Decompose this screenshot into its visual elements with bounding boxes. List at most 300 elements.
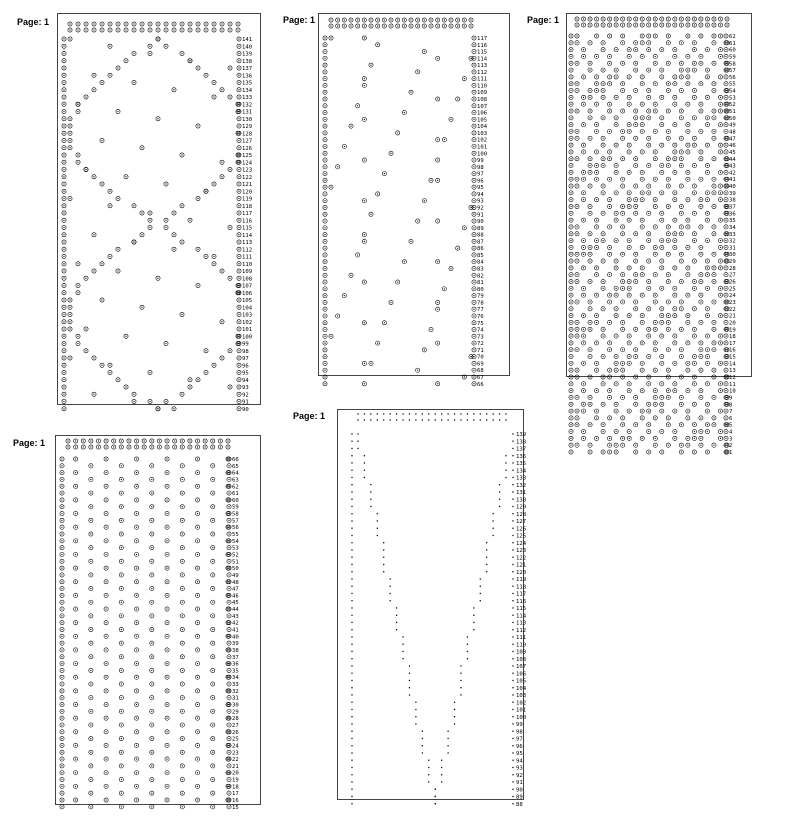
pattern-dot-center bbox=[629, 192, 630, 193]
pattern-dot-center bbox=[681, 376, 682, 377]
pattern-dot-center bbox=[694, 335, 695, 336]
pattern-dot bbox=[351, 738, 352, 739]
pattern-dot-center bbox=[642, 42, 643, 43]
pattern-dot-center bbox=[570, 431, 571, 432]
row-number: 83 bbox=[477, 266, 484, 273]
row-number: 16 bbox=[232, 798, 239, 804]
pattern-dot-center bbox=[417, 19, 418, 20]
pattern-dot-center bbox=[720, 145, 721, 146]
row-number: 120 bbox=[516, 569, 527, 576]
pattern-dot-center bbox=[725, 254, 726, 255]
pattern-dot-center bbox=[212, 779, 213, 780]
row-number: 10 bbox=[729, 388, 736, 395]
pattern-dot-center bbox=[197, 285, 198, 286]
pattern-dot-center bbox=[583, 411, 584, 412]
row-number: 12 bbox=[729, 375, 736, 381]
pattern-dot-center bbox=[141, 23, 142, 24]
row-number: 41 bbox=[232, 627, 239, 634]
row-number: 109 bbox=[242, 269, 253, 275]
pattern-dot bbox=[512, 448, 513, 449]
pattern-dot-center bbox=[661, 213, 662, 214]
pattern-dot-center bbox=[616, 213, 617, 214]
pattern-dot-center bbox=[635, 42, 636, 43]
pattern-dot-center bbox=[228, 465, 229, 466]
row-number: 49 bbox=[232, 572, 239, 579]
pattern-dot-center bbox=[228, 697, 229, 698]
row-number: 51 bbox=[232, 559, 239, 566]
pattern-dot-center bbox=[90, 629, 91, 630]
row-number: 52 bbox=[232, 552, 239, 559]
pattern-dot-center bbox=[635, 281, 636, 282]
pattern-dot-center bbox=[324, 370, 325, 371]
row-number: 15 bbox=[232, 804, 239, 811]
pattern-dot-center bbox=[589, 445, 590, 446]
pattern-dot-center bbox=[189, 446, 190, 447]
pattern-dot-center bbox=[713, 185, 714, 186]
pattern-dot-center bbox=[648, 117, 649, 118]
pattern-dot-center bbox=[661, 315, 662, 316]
pattern-dot-center bbox=[151, 446, 152, 447]
pattern-dot-center bbox=[75, 772, 76, 773]
pattern-dot bbox=[351, 433, 352, 434]
pattern-dot-center bbox=[384, 19, 385, 20]
pattern-dot bbox=[512, 767, 513, 768]
pattern-dot-center bbox=[337, 25, 338, 26]
pattern-dot-center bbox=[63, 220, 64, 221]
row-number: 50 bbox=[729, 115, 736, 122]
row-number: 56 bbox=[729, 74, 736, 81]
pattern-dot bbox=[480, 586, 481, 587]
pattern-dot-center bbox=[136, 704, 137, 705]
pattern-dot-center bbox=[61, 765, 62, 766]
pattern-dot bbox=[351, 694, 352, 695]
row-number: 60 bbox=[232, 497, 239, 504]
pattern-dot-center bbox=[589, 97, 590, 98]
pattern-dot-center bbox=[622, 226, 623, 227]
pattern-dot-center bbox=[700, 131, 701, 132]
pattern-dot-center bbox=[470, 356, 471, 357]
pattern-dot-center bbox=[725, 397, 726, 398]
row-number: 27 bbox=[232, 722, 239, 729]
pattern-dot-center bbox=[622, 110, 623, 111]
pattern-dot-center bbox=[707, 97, 708, 98]
pattern-dot-center bbox=[725, 329, 726, 330]
row-number: 27 bbox=[729, 272, 736, 279]
pattern-dot bbox=[357, 448, 358, 449]
pattern-dot-center bbox=[181, 314, 182, 315]
pattern-dot-center bbox=[173, 249, 174, 250]
pattern-dot-center bbox=[63, 104, 64, 105]
row-number: 96 bbox=[242, 363, 249, 370]
pattern-dot-center bbox=[182, 724, 183, 725]
pattern-dot-center bbox=[473, 65, 474, 66]
pattern-dot-center bbox=[370, 65, 371, 66]
pattern-dot-center bbox=[63, 169, 64, 170]
pattern-dot-center bbox=[238, 314, 239, 315]
pattern-dot-center bbox=[63, 147, 64, 148]
pattern-dot-center bbox=[228, 793, 229, 794]
pattern-dot bbox=[512, 745, 513, 746]
pattern-dot-center bbox=[324, 322, 325, 323]
pattern-dot-center bbox=[635, 117, 636, 118]
pattern-dot-center bbox=[181, 205, 182, 206]
pattern-dot-center bbox=[238, 169, 239, 170]
pattern-dot-center bbox=[77, 111, 78, 112]
row-number: 61 bbox=[729, 40, 736, 47]
pattern-dot-center bbox=[212, 806, 213, 807]
pattern-dot bbox=[364, 413, 365, 414]
row-number: 41 bbox=[729, 177, 736, 184]
row-number: 17 bbox=[729, 340, 736, 347]
pattern-dot-center bbox=[75, 622, 76, 623]
pattern-dot-center bbox=[166, 568, 167, 569]
pattern-dot bbox=[370, 499, 371, 500]
row-number: 21 bbox=[232, 763, 239, 770]
pattern-dot bbox=[377, 535, 378, 536]
row-number: 14 bbox=[729, 361, 736, 368]
pattern-dot-center bbox=[674, 411, 675, 412]
pattern-dot bbox=[435, 803, 436, 804]
pattern-dot-center bbox=[609, 131, 610, 132]
pattern-dot-center bbox=[121, 493, 122, 494]
pattern-dot-center bbox=[589, 18, 590, 19]
pattern-dot-center bbox=[583, 315, 584, 316]
pattern-dot-center bbox=[570, 254, 571, 255]
pattern-dot-center bbox=[344, 19, 345, 20]
pattern-dot bbox=[351, 499, 352, 500]
pattern-dot-center bbox=[668, 424, 669, 425]
row-number: 94 bbox=[477, 191, 484, 198]
pattern-dot-center bbox=[583, 247, 584, 248]
pattern-dot-center bbox=[642, 35, 643, 36]
pattern-dot bbox=[512, 520, 513, 521]
pattern-dot-center bbox=[141, 212, 142, 213]
pattern-dot-center bbox=[622, 370, 623, 371]
pattern-dot-center bbox=[238, 205, 239, 206]
pattern-dot bbox=[396, 419, 397, 420]
pattern-dot-center bbox=[720, 220, 721, 221]
pattern-dot-center bbox=[473, 132, 474, 133]
pattern-dot bbox=[415, 716, 416, 717]
pattern-dot bbox=[377, 528, 378, 529]
pattern-dot-center bbox=[576, 35, 577, 36]
pattern-dot-center bbox=[570, 151, 571, 152]
pattern-dot-center bbox=[105, 540, 106, 541]
pattern-dot-center bbox=[61, 479, 62, 480]
pattern-dot-center bbox=[364, 383, 365, 384]
pattern-dot-center bbox=[609, 417, 610, 418]
pattern-dot-center bbox=[570, 76, 571, 77]
pattern-dot bbox=[512, 687, 513, 688]
pattern-dot-center bbox=[687, 35, 688, 36]
pattern-dot-center bbox=[589, 70, 590, 71]
pattern-dot-center bbox=[473, 92, 474, 93]
pattern-dot-center bbox=[700, 295, 701, 296]
pattern-dot-center bbox=[63, 53, 64, 54]
pattern-dot-center bbox=[674, 247, 675, 248]
pattern-dot-center bbox=[635, 376, 636, 377]
pattern-dot-center bbox=[238, 162, 239, 163]
pattern-dot-center bbox=[229, 29, 230, 30]
pattern-dot bbox=[512, 542, 513, 543]
pattern-dot-center bbox=[668, 90, 669, 91]
pattern-dot-center bbox=[661, 145, 662, 146]
pattern-dot-center bbox=[700, 104, 701, 105]
row-number: 35 bbox=[729, 218, 736, 225]
pattern-dot-center bbox=[655, 329, 656, 330]
pattern-dot bbox=[441, 767, 442, 768]
pattern-dot-center bbox=[713, 445, 714, 446]
pattern-dot-center bbox=[609, 438, 610, 439]
pattern-dot-center bbox=[687, 145, 688, 146]
pattern-dot-center bbox=[473, 71, 474, 72]
pattern-dot-center bbox=[596, 322, 597, 323]
pattern-dot-center bbox=[90, 656, 91, 657]
pattern-dot-center bbox=[648, 145, 649, 146]
pattern-dot-center bbox=[570, 404, 571, 405]
pattern-dot-center bbox=[136, 608, 137, 609]
pattern-dot-center bbox=[681, 138, 682, 139]
pattern-dot-center bbox=[151, 574, 152, 575]
pattern-dot-center bbox=[596, 342, 597, 343]
row-number: 73 bbox=[477, 334, 484, 341]
pattern-dot-center bbox=[576, 90, 577, 91]
pattern-dot-center bbox=[589, 301, 590, 302]
pattern-dot-center bbox=[720, 56, 721, 57]
row-number: 56 bbox=[232, 525, 239, 532]
pattern-dot-center bbox=[165, 183, 166, 184]
pattern-dot-center bbox=[121, 656, 122, 657]
pattern-dot-center bbox=[324, 302, 325, 303]
pattern-dot bbox=[428, 774, 429, 775]
row-number: 67 bbox=[477, 375, 484, 381]
row-number: 17 bbox=[232, 791, 239, 798]
pattern-dot-center bbox=[602, 335, 603, 336]
pattern-dot-center bbox=[182, 520, 183, 521]
pattern-dot-center bbox=[61, 643, 62, 644]
pattern-dot-center bbox=[410, 241, 411, 242]
pattern-dot-center bbox=[424, 51, 425, 52]
pattern-dot-center bbox=[694, 185, 695, 186]
pattern-dot-center bbox=[128, 440, 129, 441]
pattern-dot-center bbox=[655, 24, 656, 25]
pattern-dot-center bbox=[473, 336, 474, 337]
pattern-dot bbox=[351, 462, 352, 463]
pattern-dot-center bbox=[570, 417, 571, 418]
pattern-dot-center bbox=[330, 37, 331, 38]
pattern-dot-center bbox=[707, 288, 708, 289]
pattern-dot-center bbox=[694, 308, 695, 309]
pattern-dot-center bbox=[681, 24, 682, 25]
pattern-dot-center bbox=[668, 329, 669, 330]
pattern-dot-center bbox=[674, 158, 675, 159]
pattern-dot-center bbox=[473, 376, 474, 377]
pattern-dot bbox=[383, 564, 384, 565]
pattern-dot-center bbox=[149, 220, 150, 221]
pattern-dot bbox=[364, 419, 365, 420]
pattern-dot-center bbox=[616, 76, 617, 77]
pattern-dot-center bbox=[687, 199, 688, 200]
pattern-dot-center bbox=[229, 67, 230, 68]
pattern-dot-center bbox=[583, 124, 584, 125]
pattern-dot-center bbox=[182, 574, 183, 575]
pattern-dot-center bbox=[228, 649, 229, 650]
pattern-dot-center bbox=[63, 401, 64, 402]
pattern-dot-center bbox=[589, 63, 590, 64]
pattern-dot-center bbox=[681, 70, 682, 71]
pattern-dot-center bbox=[121, 602, 122, 603]
pattern-dot-center bbox=[109, 372, 110, 373]
pattern-dot-center bbox=[661, 411, 662, 412]
pattern-dot-center bbox=[228, 718, 229, 719]
pattern-dot-center bbox=[197, 595, 198, 596]
pattern-dot-center bbox=[93, 89, 94, 90]
pattern-dot-center bbox=[713, 110, 714, 111]
pattern-dot-center bbox=[596, 220, 597, 221]
row-number: 100 bbox=[477, 151, 488, 158]
pattern-dot-center bbox=[570, 451, 571, 452]
pattern-dot bbox=[492, 528, 493, 529]
pattern-dot-center bbox=[642, 199, 643, 200]
row-number: 47 bbox=[729, 136, 736, 143]
pattern-dot-center bbox=[63, 249, 64, 250]
pattern-dot-center bbox=[655, 295, 656, 296]
pattern-dot bbox=[351, 716, 352, 717]
row-number: 68 bbox=[477, 368, 484, 375]
pattern-dot-center bbox=[136, 786, 137, 787]
pattern-dot-center bbox=[197, 704, 198, 705]
pattern-dot-center bbox=[725, 335, 726, 336]
pattern-dot bbox=[512, 477, 513, 478]
pattern-dot-center bbox=[228, 506, 229, 507]
pattern-dot-center bbox=[655, 404, 656, 405]
pattern-dot bbox=[370, 484, 371, 485]
pattern-dot-center bbox=[687, 104, 688, 105]
pattern-dot-center bbox=[410, 25, 411, 26]
pattern-dot-center bbox=[228, 656, 229, 657]
pattern-dot bbox=[351, 680, 352, 681]
row-number: 112 bbox=[477, 69, 488, 76]
pattern-dot-center bbox=[681, 349, 682, 350]
pattern-dot bbox=[512, 709, 513, 710]
pattern-dot-center bbox=[687, 76, 688, 77]
pattern-dot-center bbox=[589, 254, 590, 255]
pattern-dot-center bbox=[444, 25, 445, 26]
pattern-dot-center bbox=[151, 547, 152, 548]
pattern-dot-center bbox=[121, 806, 122, 807]
pattern-dot-center bbox=[63, 394, 64, 395]
pattern-dot-center bbox=[655, 199, 656, 200]
pattern-dot-center bbox=[238, 307, 239, 308]
pattern-dot-center bbox=[668, 35, 669, 36]
pattern-dot-center bbox=[668, 179, 669, 180]
pattern-dot-center bbox=[101, 365, 102, 366]
pattern-dot bbox=[351, 607, 352, 608]
row-number: 95 bbox=[516, 751, 523, 757]
pattern-dot-center bbox=[121, 588, 122, 589]
row-number: 92 bbox=[477, 205, 484, 212]
pattern-dot-center bbox=[350, 275, 351, 276]
pattern-dot-center bbox=[583, 192, 584, 193]
row-number: 58 bbox=[232, 511, 239, 518]
row-number: 98 bbox=[516, 729, 523, 736]
pattern-dot-center bbox=[629, 220, 630, 221]
pattern-dot-center bbox=[228, 493, 229, 494]
pattern-dot-center bbox=[635, 349, 636, 350]
pattern-dot-center bbox=[694, 117, 695, 118]
pattern-dot-center bbox=[687, 411, 688, 412]
row-number: 91 bbox=[516, 780, 523, 786]
pattern-dot-center bbox=[655, 104, 656, 105]
pattern-dot bbox=[447, 731, 448, 732]
pattern-dot-center bbox=[125, 176, 126, 177]
pattern-dot-center bbox=[166, 440, 167, 441]
pattern-dot-center bbox=[238, 89, 239, 90]
pattern-dot-center bbox=[61, 690, 62, 691]
pattern-dot-center bbox=[661, 247, 662, 248]
pattern-dot-center bbox=[622, 206, 623, 207]
row-number: 61 bbox=[232, 491, 239, 498]
pattern-dot-center bbox=[700, 370, 701, 371]
pattern-dot-center bbox=[212, 493, 213, 494]
pattern-dot-center bbox=[725, 145, 726, 146]
pattern-dot-center bbox=[576, 110, 577, 111]
pattern-dot-center bbox=[616, 363, 617, 364]
pattern-dot-center bbox=[105, 731, 106, 732]
pattern-dot-center bbox=[213, 256, 214, 257]
pattern-dot-center bbox=[473, 112, 474, 113]
pattern-dot-center bbox=[69, 198, 70, 199]
pattern-dot-center bbox=[700, 18, 701, 19]
pattern-dot-center bbox=[725, 97, 726, 98]
pattern-dot-center bbox=[69, 299, 70, 300]
pattern-dot-center bbox=[437, 180, 438, 181]
pattern-dot-center bbox=[228, 520, 229, 521]
pattern-dot-center bbox=[629, 315, 630, 316]
pattern-dot-center bbox=[713, 254, 714, 255]
pattern-dot-center bbox=[674, 288, 675, 289]
pattern-dot-center bbox=[602, 233, 603, 234]
pattern-dot-center bbox=[212, 465, 213, 466]
pattern-dot-center bbox=[228, 499, 229, 500]
row-number: 40 bbox=[232, 634, 239, 641]
pattern-dot bbox=[486, 419, 487, 420]
pattern-dot-center bbox=[151, 711, 152, 712]
pattern-dot-center bbox=[589, 185, 590, 186]
row-number: 84 bbox=[477, 259, 484, 266]
pattern-dot-center bbox=[212, 602, 213, 603]
pattern-dot-center bbox=[674, 220, 675, 221]
pattern-dot-center bbox=[609, 349, 610, 350]
pattern-dot-center bbox=[364, 85, 365, 86]
pattern-dot-center bbox=[609, 24, 610, 25]
pattern-dot-center bbox=[602, 240, 603, 241]
pattern-dot-center bbox=[324, 44, 325, 45]
pattern-dot-center bbox=[629, 49, 630, 50]
pattern-dot-center bbox=[61, 718, 62, 719]
pattern-dot-center bbox=[596, 18, 597, 19]
pattern-dot-center bbox=[410, 92, 411, 93]
row-number: 34 bbox=[232, 675, 239, 682]
row-number: 40 bbox=[729, 184, 736, 191]
row-number: 119 bbox=[242, 196, 253, 203]
pattern-dot-center bbox=[75, 458, 76, 459]
row-number: 13 bbox=[729, 368, 736, 375]
pattern-dot-center bbox=[674, 308, 675, 309]
pattern-dot-center bbox=[61, 595, 62, 596]
pattern-dot-center bbox=[609, 451, 610, 452]
pattern-dot-center bbox=[377, 19, 378, 20]
